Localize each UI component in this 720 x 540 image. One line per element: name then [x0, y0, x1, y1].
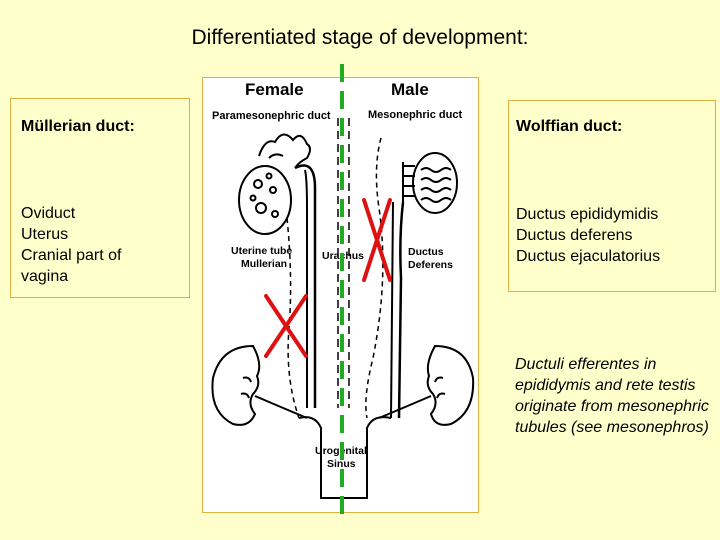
- paramesonephric-duct-path: [295, 166, 315, 409]
- list-item: Ductus deferens: [516, 227, 633, 244]
- testis-shape: [413, 153, 457, 213]
- duct-diagram-svg: [203, 78, 480, 514]
- urachus-label: Urachus: [322, 250, 365, 262]
- list-item: Cranial part of: [21, 247, 122, 264]
- male-paramesonephric-remnant: [366, 138, 383, 418]
- mesonephric-duct-path: [399, 202, 403, 418]
- list-item: Ductus ejaculatorius: [516, 248, 661, 265]
- deferens-label: Deferens: [408, 259, 453, 271]
- list-item: vagina: [21, 268, 69, 285]
- urachus-path: [338, 118, 349, 408]
- mullerian-duct-box: [10, 98, 190, 298]
- left-kidney-shape: [212, 346, 307, 425]
- wolffian-derivatives-list: [516, 204, 711, 267]
- ductus-label: Ductus: [408, 246, 444, 258]
- male-duct-cross: [364, 200, 390, 280]
- list-item: Uterus: [21, 226, 69, 243]
- mesonephric-tubules-note: Ductuli efferentes in epididymis and rete testis originate from mesonephric tubules (see mesonephros): [515, 356, 709, 436]
- ovary-shape: [239, 166, 291, 234]
- wolffian-duct-heading: Wolffian duct:: [516, 118, 623, 135]
- list-item: Ductus epididymidis: [516, 206, 659, 223]
- urogenital-label: Urogenital: [315, 445, 367, 457]
- sinus-label: Sinus: [327, 458, 356, 470]
- slide-title: Differentiated stage of development:: [191, 26, 529, 49]
- wolffian-duct-box: [508, 100, 716, 292]
- mullerian-duct-heading: Müllerian duct:: [21, 118, 135, 135]
- mesonephric-duct-inner-path: [391, 202, 393, 418]
- paramesonephric-duct-label: Paramesonephric duct: [212, 110, 331, 122]
- duct-differentiation-figure: [202, 77, 479, 513]
- mullerian-derivatives-list: [21, 203, 181, 287]
- uterine-tube-label: Uterine tube: [231, 245, 293, 257]
- mesonephric-duct-label: Mesonephric duct: [368, 109, 463, 121]
- list-item: Oviduct: [21, 205, 76, 222]
- right-kidney-shape: [379, 346, 473, 425]
- fimbriae-shape: [259, 134, 310, 168]
- paramesonephric-duct-inner-path: [305, 170, 307, 408]
- female-duct-cross: [266, 296, 306, 356]
- mullerian-label: Mullerian: [241, 258, 288, 270]
- male-label: Male: [391, 80, 429, 99]
- female-label: Female: [245, 80, 304, 99]
